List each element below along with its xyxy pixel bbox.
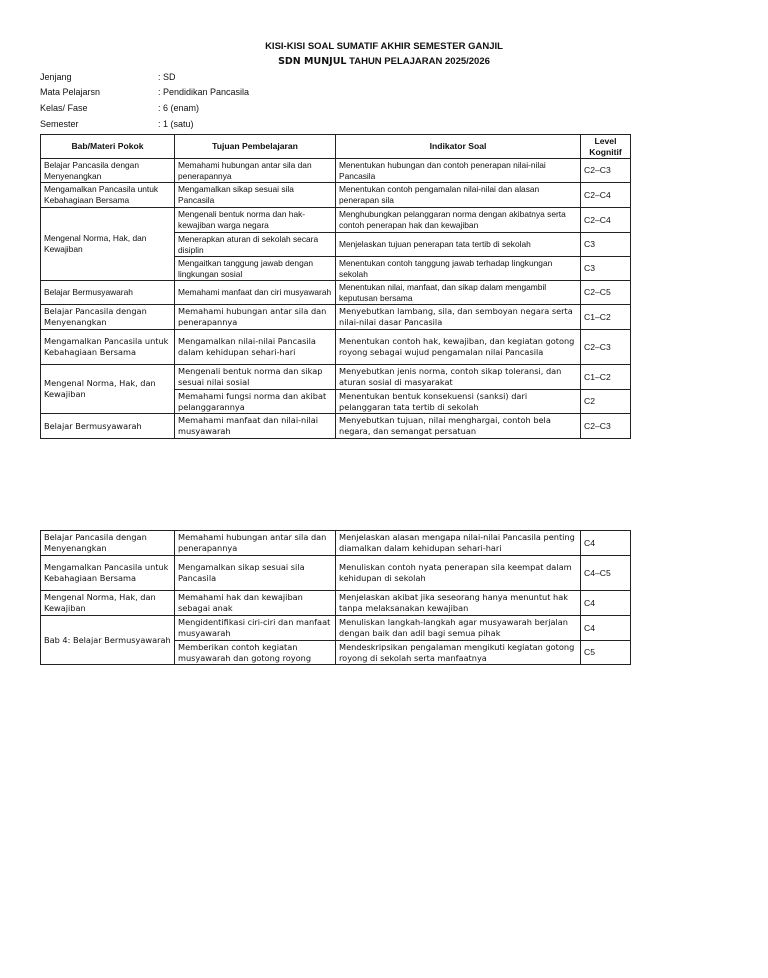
info-semester [40, 119, 194, 129]
school-name: SDN MUNJUL [278, 56, 347, 67]
cell-level: C2 [581, 390, 631, 414]
header-indikator: Indikator Soal [336, 135, 581, 159]
info-jenjang [40, 72, 176, 82]
table-row [41, 365, 631, 390]
cell-indikator: Menentukan contoh pengamalan nilai-nilai dan alasan penerapan sila [336, 183, 581, 208]
school-year: TAHUN PELAJARAN 2025/2026 [346, 56, 490, 67]
cell-level: C2–C5 [581, 281, 631, 305]
table-row [41, 183, 631, 208]
cell-tujuan: Memahami fungsi norma dan akibat pelanggarannya [175, 390, 336, 414]
cell-bab: Mengenal Norma, Hak, dan Kewajiban [41, 365, 175, 414]
cell-indikator: Mendeskripsikan pengalaman mengikuti kegiatan gotong royong di sekolah serta manfaatnya [336, 641, 581, 665]
header-level: Level Kognitif [581, 135, 631, 159]
cell-bab: Mengamalkan Pancasila untuk Kebahagiaan Bersama [41, 183, 175, 208]
document-title: KISI-KISI SOAL SUMATIF AKHIR SEMESTER GANJIL [265, 41, 503, 52]
table-row [41, 531, 631, 556]
cell-indikator: Menentukan hubungan dan contoh penerapan nilai-nilai Pancasila [336, 159, 581, 183]
cell-level: C2–C4 [581, 208, 631, 233]
cell-level: C2–C3 [581, 330, 631, 365]
info-value: : 6 (enam) [158, 103, 200, 113]
info-label: Semester [40, 119, 79, 129]
cell-tujuan: Mengamalkan sikap sesuai sila Pancasila [175, 556, 336, 591]
table-row [41, 414, 631, 439]
cell-indikator: Menentukan contoh hak, kewajiban, dan kegiatan gotong royong sebagai wujud pengamalan nilai Pancasila [336, 330, 581, 365]
cell-indikator: Menyebutkan tujuan, nilai menghargai, contoh bela negara, dan semangat persatuan [336, 414, 581, 439]
cell-tujuan: Mengamalkan nilai-nilai Pancasila dalam kehidupan sehari-hari [175, 330, 336, 365]
cell-tujuan: Memahami manfaat dan nilai-nilai musyawarah [175, 414, 336, 439]
cell-bab: Bab 4: Belajar Bermusyawarah [41, 616, 175, 665]
cell-level: C4–C5 [581, 556, 631, 591]
header-tujuan: Tujuan Pembelajaran [175, 135, 336, 159]
cell-indikator: Menuliskan contoh nyata penerapan sila keempat dalam kehidupan di sekolah [336, 556, 581, 591]
document-subtitle [0, 56, 768, 67]
table-row [41, 281, 631, 305]
cell-level: C3 [581, 233, 631, 257]
cell-level: C3 [581, 257, 631, 281]
cell-bab: Mengenal Norma, Hak, dan Kewajiban [41, 208, 175, 281]
cell-indikator: Menentukan bentuk konsekuensi (sanksi) dari pelanggaran tata tertib di sekolah [336, 390, 581, 414]
kisi-kisi-table-1 [40, 134, 631, 439]
table-row [41, 305, 631, 330]
cell-level: C2–C4 [581, 183, 631, 208]
info-value: : SD [158, 72, 176, 82]
cell-bab: Belajar Bermusyawarah [41, 414, 175, 439]
cell-tujuan: Mengamalkan sikap sesuai sila Pancasila [175, 183, 336, 208]
cell-level: C1–C2 [581, 305, 631, 330]
cell-tujuan: Mengidentifikasi ciri-ciri dan manfaat musyawarah [175, 616, 336, 641]
cell-level: C4 [581, 531, 631, 556]
header-bab: Bab/Materi Pokok [41, 135, 175, 159]
cell-level: C5 [581, 641, 631, 665]
table-row [41, 159, 631, 183]
cell-level: C2–C3 [581, 159, 631, 183]
info-value: : Pendidikan Pancasila [158, 87, 250, 97]
cell-indikator: Menjelaskan tujuan penerapan tata tertib di sekolah [336, 233, 581, 257]
table-row [41, 616, 631, 641]
cell-tujuan: Mengenali bentuk norma dan sikap sesuai nilai sosial [175, 365, 336, 390]
cell-tujuan: Memahami hubungan antar sila dan penerapannya [175, 305, 336, 330]
cell-indikator: Menyebutkan jenis norma, contoh sikap toleransi, dan aturan sosial di masyarakat [336, 365, 581, 390]
info-label: Mata Pelajarsn [40, 87, 101, 97]
cell-tujuan: Memahami hak dan kewajiban sebagai anak [175, 591, 336, 616]
info-value: : 1 (satu) [158, 119, 194, 129]
cell-bab: Mengenal Norma, Hak, dan Kewajiban [41, 591, 175, 616]
table-row [41, 591, 631, 616]
cell-indikator: Menentukan nilai, manfaat, dan sikap dalam mengambil keputusan bersama [336, 281, 581, 305]
cell-indikator: Menjelaskan akibat jika seseorang hanya menuntut hak tanpa melaksanakan kewajiban [336, 591, 581, 616]
cell-tujuan: Memberikan contoh kegiatan musyawarah dan gotong royong [175, 641, 336, 665]
kisi-kisi-table-2 [40, 530, 631, 665]
cell-bab: Belajar Pancasila dengan Menyenangkan [41, 305, 175, 330]
cell-tujuan: Memahami manfaat dan ciri musyawarah [175, 281, 336, 305]
table-row [41, 208, 631, 233]
cell-indikator: Menghubungkan pelanggaran norma dengan akibatnya serta contoh penerapan hak dan kewajiban [336, 208, 581, 233]
table-row [41, 330, 631, 365]
cell-tujuan: Memahami hubungan antar sila dan penerapannya [175, 159, 336, 183]
cell-bab: Mengamalkan Pancasila untuk Kebahagiaan Bersama [41, 330, 175, 365]
table-header-row [41, 135, 631, 159]
info-kelas [40, 103, 199, 113]
table-row [41, 556, 631, 591]
info-mata-pelajaran [40, 87, 249, 97]
cell-level: C4 [581, 616, 631, 641]
info-label: Jenjang [40, 72, 72, 82]
cell-tujuan: Memahami hubungan antar sila dan penerapannya [175, 531, 336, 556]
cell-indikator: Menuliskan langkah-langkah agar musyawarah berjalan dengan baik dan adil bagi semua pihak [336, 616, 581, 641]
cell-level: C4 [581, 591, 631, 616]
cell-bab: Belajar Pancasila dengan Menyenangkan [41, 159, 175, 183]
cell-indikator: Menyebutkan lambang, sila, dan semboyan negara serta nilai-nilai dasar Pancasila [336, 305, 581, 330]
cell-tujuan: Mengenali bentuk norma dan hak-kewajiban warga negara [175, 208, 336, 233]
cell-bab: Belajar Bermusyawarah [41, 281, 175, 305]
cell-indikator: Menjelaskan alasan mengapa nilai-nilai Pancasila penting diamalkan dalam kehidupan sehari-hari [336, 531, 581, 556]
cell-tujuan: Menerapkan aturan di sekolah secara disiplin [175, 233, 336, 257]
cell-tujuan: Mengaitkan tanggung jawab dengan lingkungan sosial [175, 257, 336, 281]
cell-bab: Mengamalkan Pancasila untuk Kebahagiaan Bersama [41, 556, 175, 591]
info-label: Kelas/ Fase [40, 103, 88, 113]
cell-indikator: Menentukan contoh tanggung jawab terhadap lingkungan sekolah [336, 257, 581, 281]
cell-bab: Belajar Pancasila dengan Menyenangkan [41, 531, 175, 556]
cell-level: C2–C3 [581, 414, 631, 439]
cell-level: C1–C2 [581, 365, 631, 390]
